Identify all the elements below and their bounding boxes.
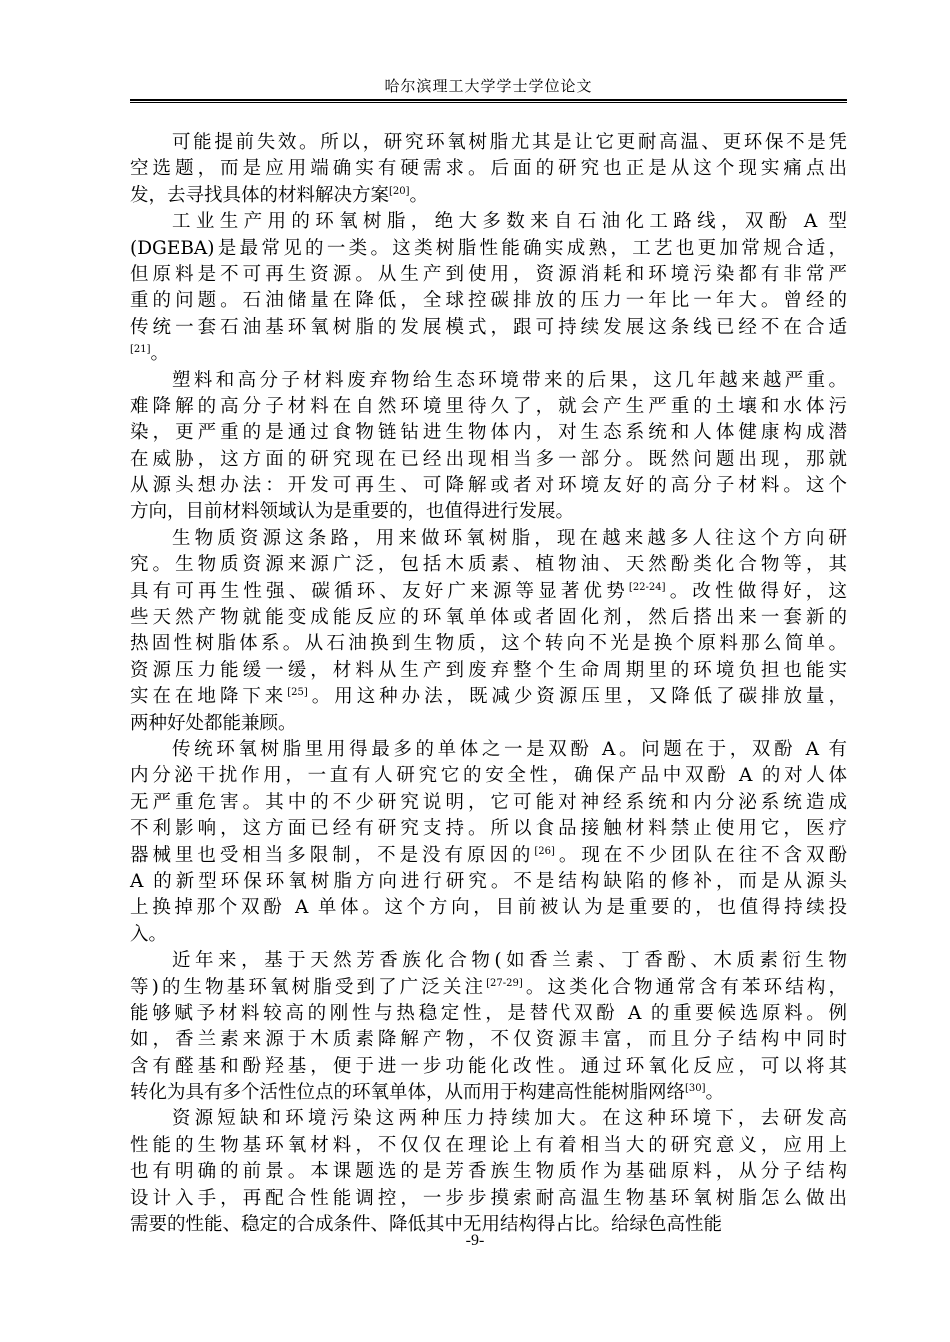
line-text: 生物质资源这条路，用来做环氧树脂，现在越来越多人往这个方向研 — [172, 527, 847, 549]
line-text: 重的问题。石油储量在降低，全球控碳排放的压力一年比一年大。曾经的 — [130, 290, 847, 312]
text-line — [130, 790, 847, 816]
line-text: 在威胁，这方面的研究现在已经出现相当多一部分。既然问题出现，那就 — [130, 448, 847, 470]
line-text: 如，香兰素来源于木质素降解产物，不仅资源丰富，而且分子结构中同时 — [130, 1029, 847, 1051]
line-text: 也有明确的前景。本课题选的是芳香族生物质作为基础原料，从分子结构 — [130, 1161, 847, 1183]
text-line — [130, 579, 847, 605]
line-text: 究。生物质资源来源广泛，包括木质素、植物油、天然酚类化合物等，其 — [130, 554, 847, 576]
text-line — [130, 156, 847, 182]
paragraph — [130, 209, 847, 367]
text-line — [130, 499, 847, 525]
text-line — [130, 1106, 847, 1132]
line-text-after-citation: 。这类化合物通常含有苯环结构， — [522, 976, 847, 998]
text-line — [130, 1133, 847, 1159]
text-line — [130, 394, 847, 420]
text-line — [130, 1001, 847, 1027]
text-line — [130, 262, 847, 288]
line-text: 近年来，基于天然芳香族化合物(如香兰素、丁香酚、木质素衍生物 — [172, 950, 847, 972]
paragraph — [130, 130, 847, 209]
running-header-title: 哈尔滨理工大学学士学位论文 — [384, 77, 593, 95]
line-text: 上换掉那个双酚 A 单体。这个方向，目前被认为是重要的，也值得持续投 — [130, 897, 847, 919]
text-line — [130, 447, 847, 473]
line-text: 两种好处都能兼顾。 — [130, 712, 297, 734]
header-rule — [130, 99, 847, 103]
line-text: 染，更严重的是通过食物链钻进生物体内，对生态系统和人体健康构成潜 — [130, 422, 847, 444]
text-line — [130, 1159, 847, 1185]
text-line — [130, 183, 847, 209]
line-text: 空选题，而是应用端确实有硬需求。后面的研究也正是从这个现实痛点出 — [130, 158, 847, 180]
line-text: 可能提前失效。所以，研究环氧树脂尤其是让它更耐高温、更环保不是凭 — [172, 132, 847, 153]
text-line — [130, 341, 847, 367]
page-number: -9- — [465, 1232, 485, 1249]
line-text: 资源压力能缓一缓，材料从生产到废弃整个生命周期里的环境负担也能实 — [130, 659, 847, 681]
citation-marker: [30] — [685, 1082, 706, 1094]
line-text: 性能的生物基环氧材料，不仅仅在理论上有着相当大的研究意义，应用上 — [130, 1134, 847, 1156]
line-text: 塑料和高分子材料废弃物给生态环境带来的后果，这几年越来越严重。 — [172, 369, 847, 391]
text-line — [130, 420, 847, 446]
line-text-after-citation: 。 — [150, 343, 170, 365]
line-text: 含有醛基和酚羟基，便于进一步功能化改性。通过环氧化反应，可以将其 — [130, 1055, 847, 1077]
text-line — [130, 236, 847, 262]
line-text: 难降解的高分子材料在自然环境里待久了，就会产生严重的土壤和水体污 — [130, 395, 847, 417]
line-text-after-citation: 。 — [705, 1082, 725, 1104]
text-line — [130, 631, 847, 657]
citation-marker: [21] — [130, 343, 151, 355]
line-text: 些天然产物就能变成能反应的环氧单体或者固化剂，然后搭出来一套新的 — [130, 607, 847, 629]
text-line — [130, 1186, 847, 1212]
text-line — [130, 473, 847, 499]
paragraph — [130, 948, 847, 1106]
line-text: 不利影响，这方面已经有研究支持。所以食品接触材料禁止使用它，医疗 — [130, 818, 847, 840]
text-line — [130, 1054, 847, 1080]
text-line — [130, 1027, 847, 1053]
paragraph — [130, 737, 847, 948]
text-line — [130, 368, 847, 394]
text-line — [130, 843, 847, 869]
text-line — [130, 684, 847, 710]
text-line — [130, 975, 847, 1001]
line-text: 发，去寻找具体的材料解决方案 — [130, 184, 390, 206]
text-line — [130, 209, 847, 235]
text-line — [130, 288, 847, 314]
line-text: 工业生产用的环氧树脂，绝大多数来自石油化工路线，双酚 A 型 — [172, 211, 847, 233]
citation-marker: [20] — [389, 185, 410, 197]
line-text: 设计入手，再配合性能调控，一步步摸索耐高温生物基环氧树脂怎么做出 — [130, 1187, 847, 1209]
line-text: 器械里也受相当多限制，不是没有原因的 — [130, 844, 535, 866]
paragraph — [130, 1106, 847, 1238]
line-text: 需要的性能、稳定的合成条件、降低其中无用结构得占比。给绿色高性能 — [130, 1214, 723, 1236]
citation-marker: [27-29] — [486, 977, 523, 989]
line-text: 具有可再生性强、碳循环、友好广来源等显著优势 — [130, 580, 629, 602]
text-line — [130, 895, 847, 921]
text-line — [130, 605, 847, 631]
line-text: 方向，目前材料领域认为是重要的，也值得进行发展。 — [130, 501, 575, 523]
paragraph — [130, 526, 847, 737]
line-text: 实在在地降下来 — [130, 686, 288, 708]
line-text: 传统一套石油基环氧树脂的发展模式，跟可持续发展这条线已经不在合适 — [130, 316, 847, 338]
text-line — [130, 763, 847, 789]
text-line — [130, 552, 847, 578]
line-text: 无严重危害。其中的不少研究说明，它可能对神经系统和内分泌系统造成 — [130, 791, 847, 813]
line-text-after-citation: 。 — [409, 184, 429, 206]
line-text: 热固性树脂体系。从石油换到生物质，这个转向不光是换个原料那么简单。 — [130, 633, 847, 655]
text-line — [130, 737, 847, 763]
citation-marker: [25] — [287, 687, 308, 699]
line-text: A 的新型环保环氧树脂方向进行研究。不是结构缺陷的修补，而是从源头 — [130, 870, 847, 892]
text-line — [130, 816, 847, 842]
text-line — [130, 1080, 847, 1106]
text-line — [130, 130, 847, 156]
citation-marker: [26] — [534, 845, 555, 857]
line-text: 入。 — [130, 923, 168, 945]
citation-marker: [22-24] — [628, 581, 666, 593]
text-line — [130, 869, 847, 895]
body-text — [130, 130, 847, 1238]
paragraph — [130, 368, 847, 526]
line-text: 能够赋予材料较高的刚性与热稳定性，是替代双酚 A 的重要候选原料。例 — [130, 1002, 847, 1024]
line-text: 从源头想办法：开发可再生、可降解或者对环境友好的高分子材料。这个 — [130, 475, 847, 497]
text-line — [130, 711, 847, 737]
line-text-after-citation: 。用这种办法，既减少资源压里，又降低了碳排放量， — [307, 686, 847, 708]
text-line — [130, 658, 847, 684]
text-line — [130, 948, 847, 974]
line-text: 但原料是不可再生资源。从生产到使用，资源消耗和环境污染都有非常严 — [130, 263, 847, 285]
line-text: 等)的生物基环氧树脂受到了广泛关注 — [130, 976, 487, 998]
line-text: 传统环氧树脂里用得最多的单体之一是双酚 A。问题在于，双酚 A 有 — [172, 738, 847, 760]
text-line — [130, 315, 847, 341]
text-line — [130, 526, 847, 552]
line-text-after-citation: 。现在不少团队在往不含双酚 — [554, 844, 847, 866]
line-text: 资源短缺和环境污染这两种压力持续加大。在这种环境下，去研发高 — [172, 1108, 847, 1130]
line-text: (DGEBA)是最常见的一类。这类树脂性能确实成熟，工艺也更加常规合适， — [130, 237, 847, 259]
line-text: 内分泌干扰作用，一直有人研究它的安全性，确保产品中双酚 A 的对人体 — [130, 765, 847, 787]
line-text: 转化为具有多个活性位点的环氧单体，从而用于构建高性能树脂网络 — [130, 1082, 686, 1104]
text-line — [130, 922, 847, 948]
line-text-after-citation: 。改性做得好，这 — [665, 580, 847, 602]
